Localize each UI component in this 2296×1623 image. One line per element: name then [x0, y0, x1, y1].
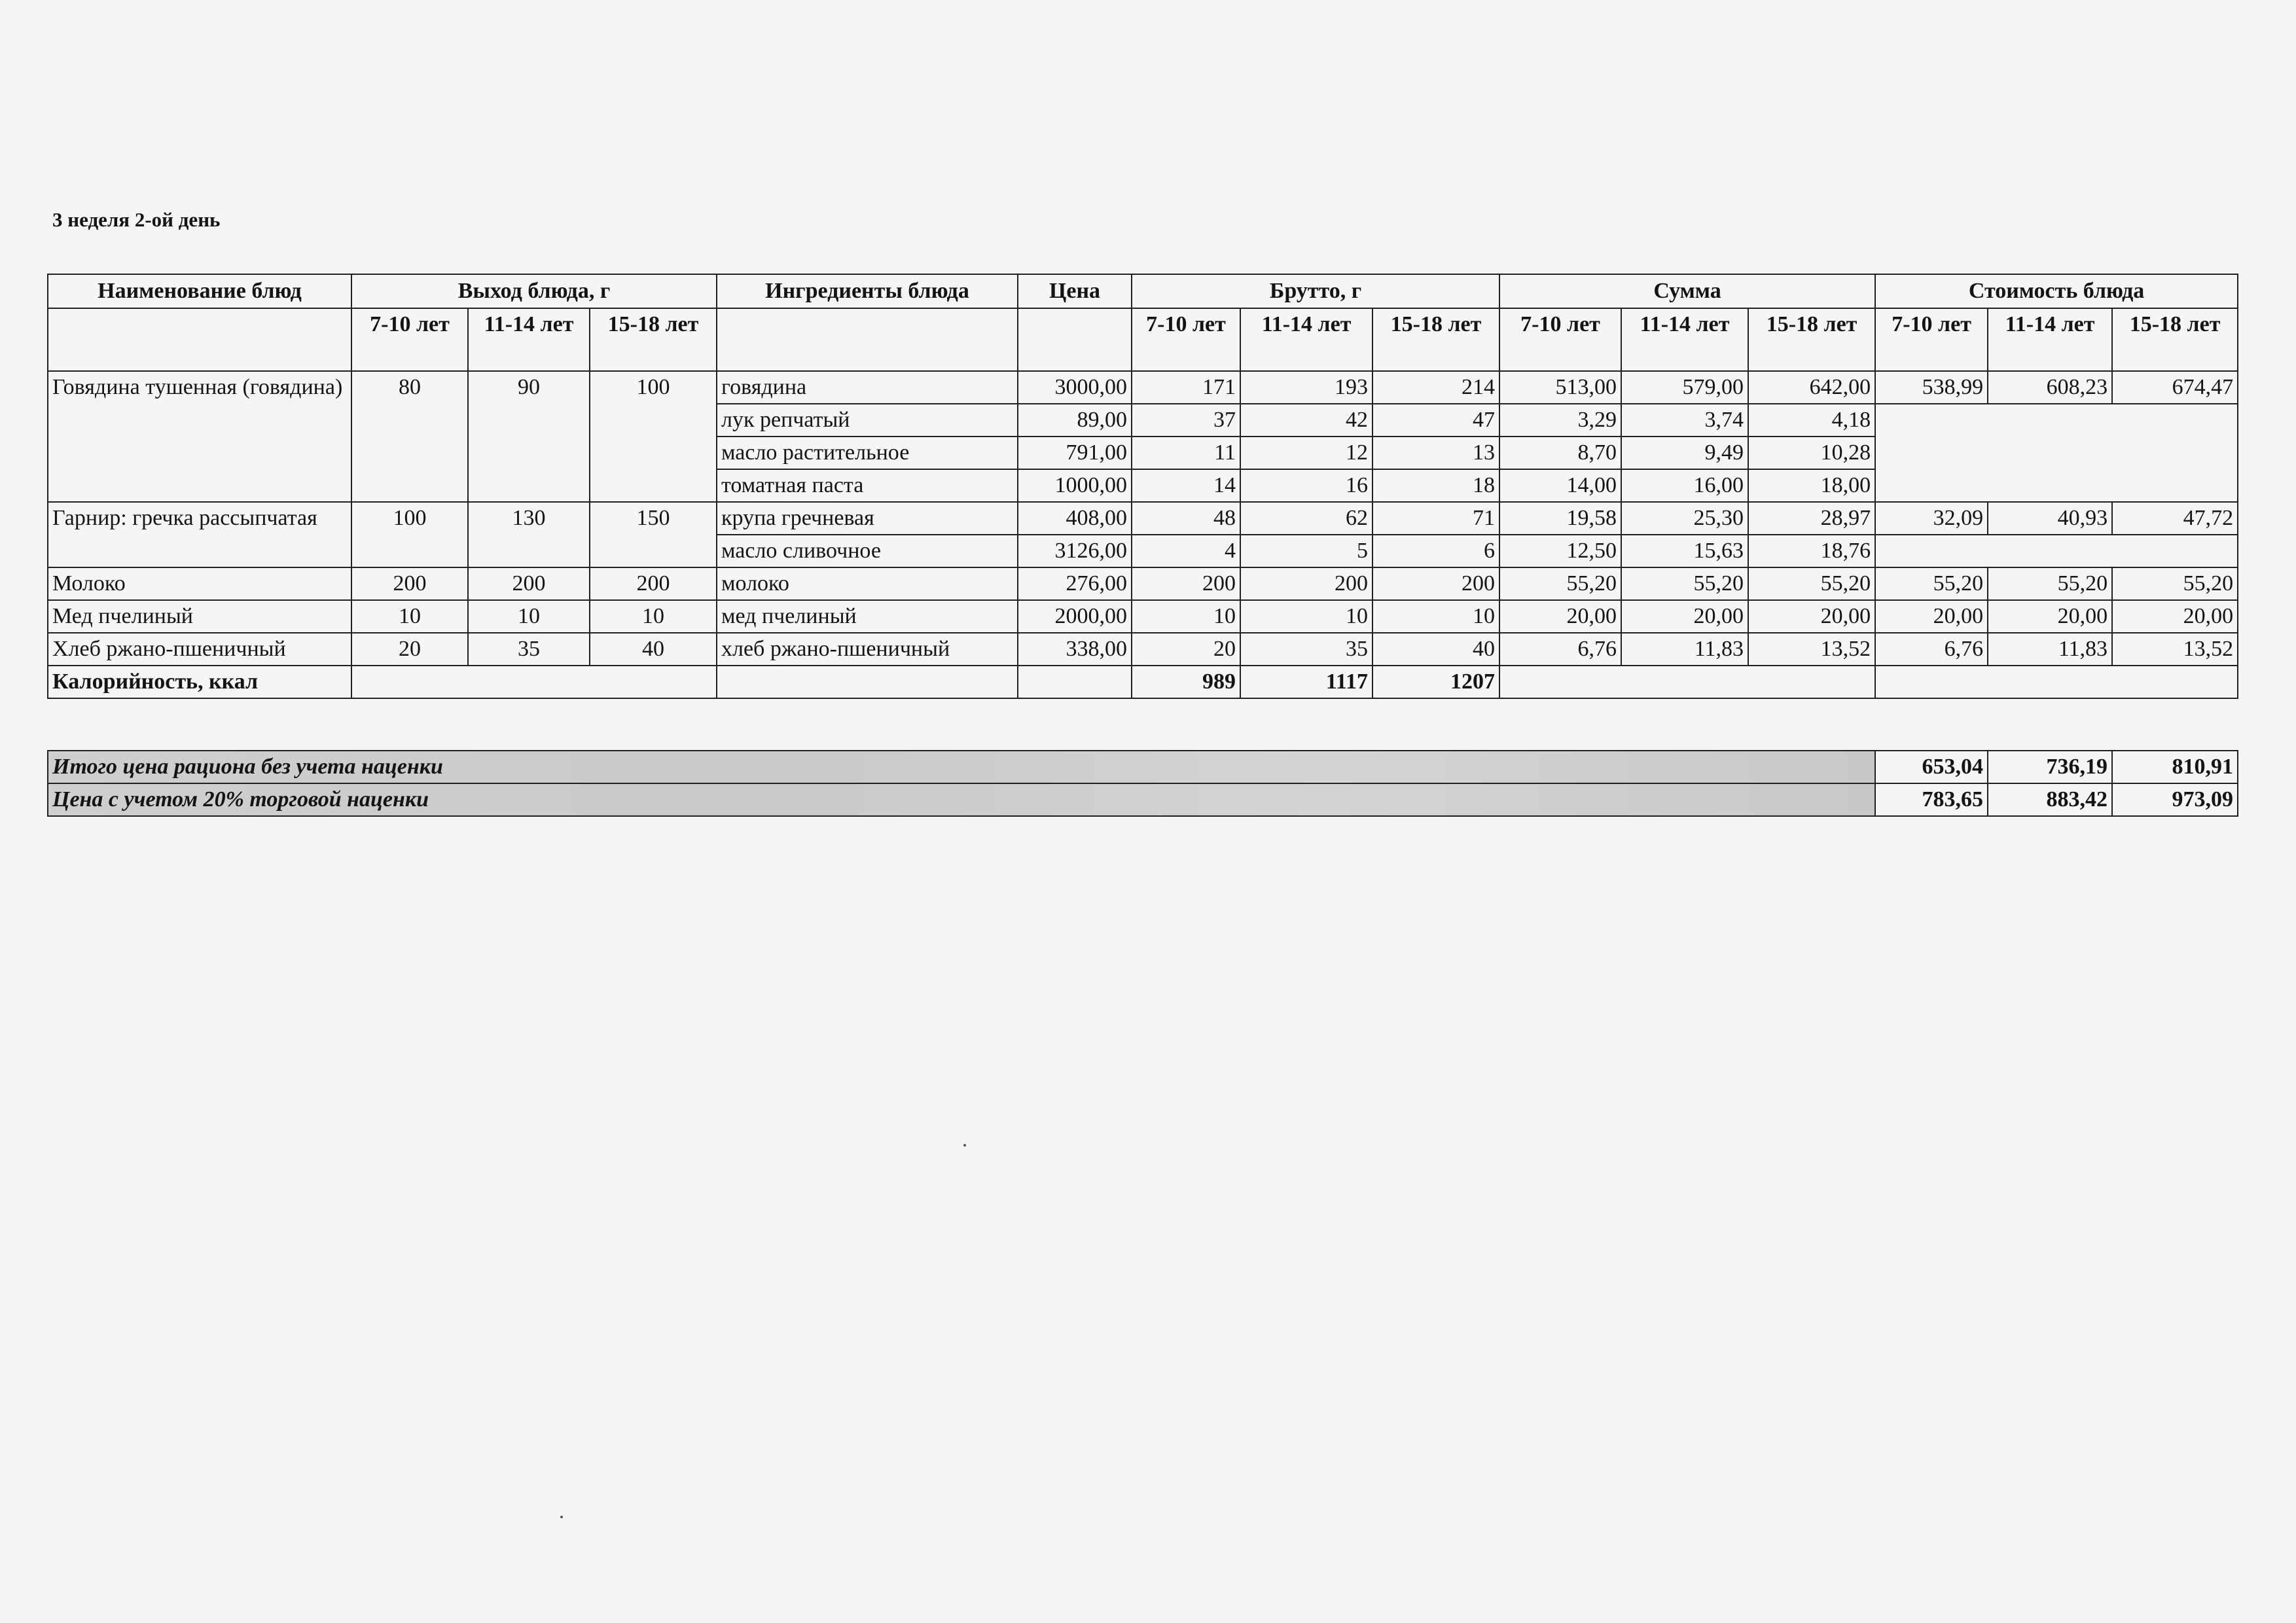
dish-output: 10	[468, 600, 590, 633]
total-value: 653,04	[1875, 751, 1988, 783]
dish-cost: 55,20	[1988, 567, 2112, 600]
sum-cell: 4,18	[1748, 404, 1875, 437]
brutto-cell: 16	[1240, 469, 1372, 502]
table-row	[48, 600, 2238, 633]
dish-output: 150	[590, 502, 717, 567]
brutto-cell: 40	[1372, 633, 1499, 666]
ingredient-name: томатная паста	[717, 469, 1018, 502]
table-row	[48, 502, 2238, 535]
header-age: 11-14 лет	[1621, 308, 1748, 371]
header-brutto: Брутто, г	[1132, 274, 1499, 308]
dish-output: 100	[351, 502, 468, 567]
brutto-cell: 14	[1132, 469, 1240, 502]
ingredient-price: 276,00	[1018, 567, 1132, 600]
header-age: 7-10 лет	[1875, 308, 1988, 371]
brutto-cell: 214	[1372, 371, 1499, 404]
table-row	[48, 371, 2238, 404]
ingredient-price: 791,00	[1018, 437, 1132, 469]
header-sum: Сумма	[1499, 274, 1875, 308]
brutto-cell: 171	[1132, 371, 1240, 404]
brutto-cell: 48	[1132, 502, 1240, 535]
brutto-cell: 10	[1240, 600, 1372, 633]
header-age: 11-14 лет	[1988, 308, 2112, 371]
ingredient-name: масло сливочное	[717, 535, 1018, 567]
dish-output: 40	[590, 633, 717, 666]
dish-cost: 674,47	[2112, 371, 2238, 404]
header-age: 7-10 лет	[1132, 308, 1240, 371]
cost-blank	[1875, 404, 2238, 502]
dish-cost: 6,76	[1875, 633, 1988, 666]
sum-cell: 18,00	[1748, 469, 1875, 502]
table-row	[48, 567, 2238, 600]
calories-row	[48, 666, 2238, 698]
total-value: 736,19	[1988, 751, 2112, 783]
brutto-cell: 193	[1240, 371, 1372, 404]
header-age: 15-18 лет	[590, 308, 717, 371]
brutto-cell: 20	[1132, 633, 1240, 666]
header-blank	[1018, 308, 1132, 371]
dish-cost: 40,93	[1988, 502, 2112, 535]
total-value: 783,65	[1875, 783, 1988, 816]
dish-cost: 11,83	[1988, 633, 2112, 666]
calories-label: Калорийность, ккал	[48, 666, 351, 698]
dish-output: 200	[351, 567, 468, 600]
ingredient-price: 89,00	[1018, 404, 1132, 437]
ingredient-price: 1000,00	[1018, 469, 1132, 502]
sum-cell: 28,97	[1748, 502, 1875, 535]
brutto-cell: 10	[1132, 600, 1240, 633]
scan-speck	[560, 1516, 563, 1518]
brutto-cell: 200	[1132, 567, 1240, 600]
dish-output: 100	[590, 371, 717, 502]
brutto-cell: 47	[1372, 404, 1499, 437]
totals-table	[47, 750, 2238, 817]
calories-blank	[1875, 666, 2238, 698]
brutto-cell: 37	[1132, 404, 1240, 437]
brutto-cell: 62	[1240, 502, 1372, 535]
calories-blank	[1018, 666, 1132, 698]
ingredient-name: говядина	[717, 371, 1018, 404]
header-blank	[717, 308, 1018, 371]
ingredient-price: 3126,00	[1018, 535, 1132, 567]
calories-value: 1207	[1372, 666, 1499, 698]
cost-blank	[1875, 535, 2238, 567]
total-value: 973,09	[2112, 783, 2238, 816]
page-title: 3 неделя 2-ой день	[52, 208, 221, 231]
sum-cell: 11,83	[1621, 633, 1748, 666]
header-age: 15-18 лет	[1748, 308, 1875, 371]
calories-value: 1117	[1240, 666, 1372, 698]
header-blank	[48, 308, 351, 371]
brutto-cell: 35	[1240, 633, 1372, 666]
header-age: 7-10 лет	[351, 308, 468, 371]
brutto-cell: 200	[1372, 567, 1499, 600]
brutto-cell: 10	[1372, 600, 1499, 633]
dish-output: 35	[468, 633, 590, 666]
dish-output: 200	[590, 567, 717, 600]
sum-cell: 3,29	[1499, 404, 1621, 437]
ingredient-name: крупа гречневая	[717, 502, 1018, 535]
total-value: 883,42	[1988, 783, 2112, 816]
ingredient-price: 408,00	[1018, 502, 1132, 535]
sum-cell: 20,00	[1621, 600, 1748, 633]
dish-cost: 13,52	[2112, 633, 2238, 666]
dish-output: 80	[351, 371, 468, 502]
ingredient-price: 338,00	[1018, 633, 1132, 666]
brutto-cell: 13	[1372, 437, 1499, 469]
sum-cell: 55,20	[1621, 567, 1748, 600]
sum-cell: 9,49	[1621, 437, 1748, 469]
menu-cost-table	[47, 274, 2238, 699]
ingredient-name: молоко	[717, 567, 1018, 600]
header-cost: Стоимость блюда	[1875, 274, 2238, 308]
sum-cell: 15,63	[1621, 535, 1748, 567]
dish-cost: 20,00	[1988, 600, 2112, 633]
dish-name: Гарнир: гречка рассыпчатая	[48, 502, 351, 567]
sum-cell: 55,20	[1748, 567, 1875, 600]
total-row	[48, 751, 2238, 783]
dish-cost: 55,20	[2112, 567, 2238, 600]
sum-cell: 10,28	[1748, 437, 1875, 469]
calories-blank	[351, 666, 717, 698]
dish-cost: 20,00	[2112, 600, 2238, 633]
header-age: 11-14 лет	[468, 308, 590, 371]
sum-cell: 18,76	[1748, 535, 1875, 567]
dish-cost: 608,23	[1988, 371, 2112, 404]
header-age: 15-18 лет	[1372, 308, 1499, 371]
ingredient-name: мед пчелиный	[717, 600, 1018, 633]
calories-blank	[717, 666, 1018, 698]
dish-cost: 55,20	[1875, 567, 1988, 600]
ingredient-price: 3000,00	[1018, 371, 1132, 404]
header-price: Цена	[1018, 274, 1132, 308]
header-age: 15-18 лет	[2112, 308, 2238, 371]
brutto-cell: 6	[1372, 535, 1499, 567]
sum-cell: 55,20	[1499, 567, 1621, 600]
dish-output: 20	[351, 633, 468, 666]
sum-cell: 579,00	[1621, 371, 1748, 404]
dish-output: 10	[351, 600, 468, 633]
dish-cost: 47,72	[2112, 502, 2238, 535]
dish-name: Говядина тушенная (говядина)	[48, 371, 351, 502]
dish-name: Молоко	[48, 567, 351, 600]
total-label: Итого цена рациона без учета наценки	[48, 751, 1875, 783]
sum-cell: 12,50	[1499, 535, 1621, 567]
sum-cell: 19,58	[1499, 502, 1621, 535]
dish-cost: 32,09	[1875, 502, 1988, 535]
dish-output: 130	[468, 502, 590, 567]
ingredient-price: 2000,00	[1018, 600, 1132, 633]
dish-output: 200	[468, 567, 590, 600]
dish-cost: 20,00	[1875, 600, 1988, 633]
dish-name: Хлеб ржано-пшеничный	[48, 633, 351, 666]
total-label: Цена с учетом 20% торговой наценки	[48, 783, 1875, 816]
brutto-cell: 11	[1132, 437, 1240, 469]
brutto-cell: 200	[1240, 567, 1372, 600]
sum-cell: 14,00	[1499, 469, 1621, 502]
dish-name: Мед пчелиный	[48, 600, 351, 633]
sum-cell: 6,76	[1499, 633, 1621, 666]
sum-cell: 8,70	[1499, 437, 1621, 469]
calories-value: 989	[1132, 666, 1240, 698]
sum-cell: 20,00	[1499, 600, 1621, 633]
header-dish-name: Наименование блюд	[48, 274, 351, 308]
ingredient-name: хлеб ржано-пшеничный	[717, 633, 1018, 666]
sum-cell: 25,30	[1621, 502, 1748, 535]
header-age: 7-10 лет	[1499, 308, 1621, 371]
sum-cell: 3,74	[1621, 404, 1748, 437]
brutto-cell: 5	[1240, 535, 1372, 567]
sum-cell: 13,52	[1748, 633, 1875, 666]
dish-output: 90	[468, 371, 590, 502]
ingredient-name: масло растительное	[717, 437, 1018, 469]
header-age: 11-14 лет	[1240, 308, 1372, 371]
ingredient-name: лук репчатый	[717, 404, 1018, 437]
brutto-cell: 71	[1372, 502, 1499, 535]
sum-cell: 513,00	[1499, 371, 1621, 404]
total-row	[48, 783, 2238, 816]
header-ingredients: Ингредиенты блюда	[717, 274, 1018, 308]
header-output: Выход блюда, г	[351, 274, 717, 308]
brutto-cell: 42	[1240, 404, 1372, 437]
sum-cell: 16,00	[1621, 469, 1748, 502]
dish-cost: 538,99	[1875, 371, 1988, 404]
dish-output: 10	[590, 600, 717, 633]
scan-speck	[963, 1144, 966, 1147]
table-row	[48, 633, 2238, 666]
sum-cell: 20,00	[1748, 600, 1875, 633]
calories-blank	[1499, 666, 1875, 698]
total-value: 810,91	[2112, 751, 2238, 783]
brutto-cell: 12	[1240, 437, 1372, 469]
sum-cell: 642,00	[1748, 371, 1875, 404]
brutto-cell: 4	[1132, 535, 1240, 567]
brutto-cell: 18	[1372, 469, 1499, 502]
